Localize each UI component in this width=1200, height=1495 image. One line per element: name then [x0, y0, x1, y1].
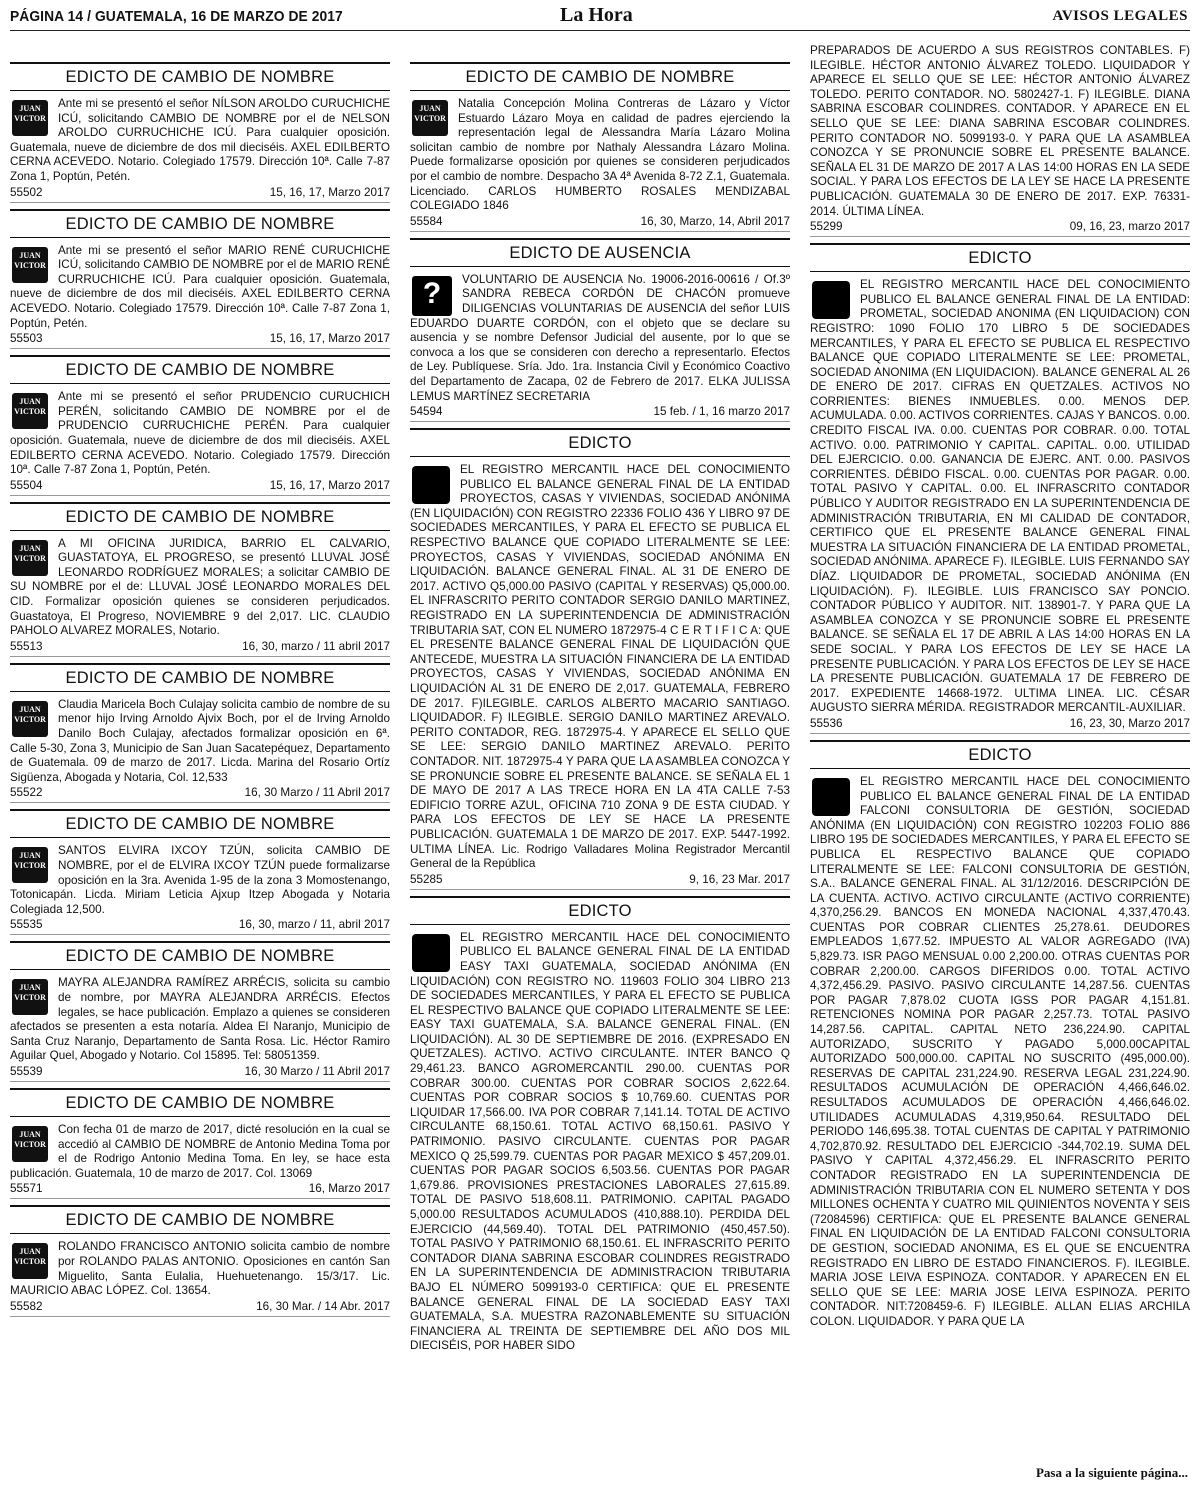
- seal-text: VICTOR: [14, 714, 46, 724]
- lawyer-seal-icon: [12, 393, 48, 429]
- notice-code: 55502: [10, 185, 43, 199]
- notice-code: 55584: [410, 214, 443, 228]
- notice-title: EDICTO DE CAMBIO DE NOMBRE: [10, 62, 390, 91]
- notice-footer: [10, 786, 390, 803]
- registry-seal-icon: [812, 778, 850, 816]
- notice-title: EDICTO DE CAMBIO DE NOMBRE: [410, 62, 790, 91]
- column-2: [410, 62, 790, 1360]
- notice-title: EDICTO: [810, 243, 1190, 272]
- notice-title: EDICTO DE CAMBIO DE NOMBRE: [10, 809, 390, 838]
- seal-text: VICTOR: [414, 114, 446, 123]
- seal-text: VICTOR: [14, 260, 46, 270]
- legal-notice: [10, 941, 390, 1082]
- lawyer-seal-icon: [12, 540, 48, 576]
- notice-title: EDICTO: [410, 896, 790, 925]
- notice-body: [10, 844, 390, 917]
- lawyer-seal-icon: [12, 247, 48, 283]
- notice-dates: 16, 30 Marzo / 11 Abril 2017: [244, 786, 390, 800]
- notice-body: [10, 1123, 390, 1181]
- seal-text: JUAN: [19, 250, 41, 260]
- newspaper-logo: La Hora: [560, 4, 633, 26]
- seal-text: VICTOR: [14, 114, 46, 123]
- notice-text: EL REGISTRO MERCANTIL HACE DEL CONOCIMIENTO PUBLICO EL BALANCE GENERAL FINAL DE LA ENTIDAD PROYECTOS, CASAS Y VIVIENDAS, SOCIEDAD ANÓNIMA (EN LIQUIDACIÓN) CON REGISTRO 22336 FOLIO 436 Y LIBRO 97 DE SOCIEDADES MERCANTILES, Y PARA EL EFECTO SE PUBLICA EL RESPECTIVO BALANCE QUE COPIADO LITERALMENTE SE LEE: PROYECTOS, CASAS Y VIVIENDAS, SOCIEDAD ANÓNIMA EN LIQUIDACIÓN. BALANCE GENERAL FINAL. AL 31 DE ENERO DE 2017. ACTIVO Q5,000.00 PASIVO (CAPITAL Y RESERVAS) Q5,000.00. EL INFRASCRITO PERITO CONTADOR SERGIO DANILO MARTINEZ, REGISTRADO EN LA SUPERINTENDENCIA DE ADMINISTRACIÓN TRIBUTARIA SAT, CON EL NUMERO 1872975-4 C E R T I F I C A: QUE EL PRESENTE BALANCE GENERAL FINAL DE LIQUIDACIÓN QUE ANTECEDE, MUESTRA LA SITUACIÓN FINANCIERA DE LA ENTIDAD PROYECTOS, CASAS Y VIVIENDAS, SOCIEDAD ANÓNIMA EN LIQUIDACIÓN AL 31 DE ENERO DE 2,017. GUATEMALA, FEBRERO DE 2017. F)ILEGIBLE. CARLOS ALBERTO MACARIO SANTIAGO. LIQUIDADOR. F) ILEGIBLE. SERGIO DANILO MARTINEZ AREVALO. PERITO CONTADOR, REG. 1872975-4. Y APARECE EL SELLO QUE SE LEE: SERGIO DANILO MARTINEZ AREVALO. PERITO CONTADOR. NIT. 1872975-4 Y PARA QUE LA ASAMBLEA CONOZCA Y SE PRONUNCIE SOBRE EL PRESENTE BALANCE. SE SEÑALA EL 1 DE MAYO DE 2017 A LAS TRECE HORA EN LA 4TA CALLE 7-53 EDIFICIO TORRE AZUL, OFICINA 710 ZONA 9 DE ESTA CIUDAD. Y PARA LOS EFECTOS DE LEY SE HACE LA PRESENTE PUBLICACIÓN. GUATEMALA 1 DE MARZO DE 2017. EXP. 5447-1992. ULTIMA LÍNEA. Lic. Rodrigo Valladares Molina Registrador Mercantil General de la República: [410, 463, 790, 871]
- notice-dates: 16, 30, marzo / 11 abril 2017: [242, 639, 390, 653]
- notice-text: Ante mi se presentó el señor NÍLSON AROLDO CURUCHICHE ICÚ, solicitando CAMBIO DE NOMBRE por el de NELSON AROLDO CURRUCHICHE ICÚ. Para cualquier oposición. Guatemala, nueve de diciembre de dos mil dieciséis. AXEL EDILBERTO CERNA ACEVEDO. Notario. Colegiado 17579. Dirección 10ª. Calle 7-87 Zona 1, Poptún, Petén.: [10, 97, 390, 183]
- notice-body: [10, 976, 390, 1064]
- notice-text: MAYRA ALEJANDRA RAMÍREZ ARRÉCIS, solicita su cambio de nombre, por MAYRA ALEJANDRA ARRÉCIS. Efectos legales, se hace publicación. Emplazo a quienes se consideren afectados se presenten a esta notaría. Aldea El Naranjo, Municipio de Santa Cruz Naranjo, Departamento de Santa Rosa. Lic. Héctor Ramiro Aguilar Quel, Abogado y Notario. Col 15895. Tel: 58051359.: [10, 976, 390, 1063]
- notice-text: Claudia Maricela Boch Culajay solicita cambio de nombre de su menor hijo Irving Arnoldo Ajvix Boch, por el de Irving Arnoldo Danilo Boch Culajay, afectados formalizar oposición en 6ª. Calle 5-30, Zona 3, Municipio de San Juan Sacatepéquez, Departamento de Guatemala. 09 de marzo de 2017. Licda. Marina del Rosario Ortíz Sigüenza, Abogada y Notaria, Col. 12,533: [10, 697, 390, 784]
- notice-text: SANTOS ELVIRA IXCOY TZÚN, solicita CAMBIO DE NOMBRE, por el de ELVIRA IXCOY TZÚN puede formalizarse oposición en la 3ra. Avenida 1-95 de la zona 3 Momostenango, Totonicapán. Licda. Miriam Leticia Ajxup Itzep Abogada y Notaria Colegiada 12,500.: [10, 844, 390, 916]
- legal-notice: [10, 355, 390, 496]
- seal-text: JUAN: [19, 704, 41, 714]
- seal-text: JUAN: [19, 851, 41, 861]
- notice-text: Con fecha 01 de marzo de 2017, dicté resolución en la cual se accedió al CAMBIO DE NOMBRE de Antonio Medina Toma por el de Rodrigo Antonio Medina Toma. En ley, se hace esta publicación. Guatemala, 10 de marzo de 2017. Col. 13069: [10, 1122, 390, 1180]
- notice-code: 55285: [410, 872, 443, 886]
- notice-dates: 16, 30 Mar. / 14 Abr. 2017: [256, 1299, 390, 1313]
- seal-text: JUAN: [419, 104, 441, 113]
- continued-notice: [810, 44, 1190, 237]
- legal-notice: [10, 502, 390, 657]
- legal-notice: [10, 62, 390, 203]
- notice-footer: [10, 918, 390, 935]
- notice-dates: 16, 30, Marzo, 14, Abril 2017: [640, 214, 790, 228]
- notice-footer: [10, 332, 390, 349]
- header-rule: [10, 30, 1190, 31]
- notice-dates: 15 feb. / 1, 16 marzo 2017: [653, 405, 790, 419]
- notice-text: EL REGISTRO MERCANTIL HACE DEL CONOCIMIENTO PUBLICO EL BALANCE GENERAL FINAL DE LA ENTIDAD FALCONI CONSULTORIA DE GESTIÓN, SOCIEDAD ANÓNIMA (EN LIQUIDACIÓN) CON REGISTRO 102203 FOLIO 886 LIBRO 195 DE SOCIEDADES MERCANTILES, Y PARA EL EFECTO SE PUBLICA EL RESPECTIVO BALANCE QUE COPIADO LITERALMENTE SE LEE: FALCONI CONSULTORIA DE GESTIÓN, S.A.. BALANCE GENERAL FINAL. AL 31/12/2016. DESCRIPCIÓN DE LA CUENTA. ACTIVO. ACTIVO CIRCULANTE (ACTIVO CORRIENTE) 4,370,256.29. BANCOS EN MONEDA NACIONAL 4,337,470.43. CUENTAS POR COBRAR CLIENTES 25,278.61. DEUDORES EMPLEADOS 1,677.52. IMPUESTO AL VALOR AGREGADO (IVA) 5,829.73. ISR PAGO MENSUAL 0.00 2,200.00. OTRAS CUENTAS POR COBRAR 2,200.00. CARGOS DIFERIDOS 0.00. TOTAL ACTIVO 4,372,456.29. PASIVO. PASIVO CIRCULANTE 14,287.56. CUENTAS POR PAGAR 7,878.02 CUOTA IGSS POR PAGAR 4,151.81. RETENCIONES NOMINA POR PAGAR 2,257.73. TOTAL PASIVO 14,287.56. CAPITAL. CAPITAL NETO 236,224.90. CAPITAL AUTORIZADO, SUSCRITO Y PAGADO 5,000.00CAPITAL AUTORIZADO 500,000.00. CAPITAL NO SUSCRITO (495,000.00). RESERVAS DE CAPITAL 231,224.90. RESERVA LEGAL 231,224.90. RESULTADOS ACUMULACIÓN DE OPERACIÓN 4,466,646.02. RESULTADOS ACUMULADOS DE OPERACIÓN 4,466,646.02. UTILIDADES ACUMULADAS 4,319,950.64. RESULTADO DEL PERIODO 146,695.38. TOTAL CUENTAS DE CAPITAL Y PATRIMONIO 4,702,870.92. RESULTADO DEL EJERCICIO -344,702.19. SUMA DEL PASIVO Y CAPITAL 4,372,456.29. EL INFRASCRITO PERITO CONTADOR REGISTRADO EN LA SUPERINTENDENCIA DE ADMINISTRACIÓN TRIBUTARIA CON EL NUMERO SETENTA Y DOS MILLONES OCHENTA Y CUATRO MIL QUINIENTOS NOVENTA Y SEIS (72084596) CERTIFICA: QUE EL PRESENTE BALANCE GENERAL FINAL EN LIQUIDACIÓN DE LA ENTIDAD FALCONI CONSULTORIA DE GESTION, SOCIEDAD ANONIMA, ES EL QUE SE ENCUENTRA REGISTRADO EN LIBRO DE ESTADO FINANCIEROS. F). ILEGIBLE. MARIA JOSE LEIVA ESPINOZA. CONTADOR. Y APARECEN EN EL SELLO QUE SE LEE: MARIA JOSE LEIVA ESPINOZA. PERITO CONTADOR. NIT:7208459-6. F) ILEGIBLE. ALLAN ELIAS ARCHILA COLON. LIQUIDADOR. Y PARA QUE LA: [810, 774, 1190, 1328]
- seal-text: VICTOR: [14, 1257, 46, 1267]
- lawyer-seal-icon: [12, 100, 48, 136]
- notice-text: VOLUNTARIO DE AUSENCIA No. 19006-2016-00616 / Of.3º SANDRA REBECA CORDÓN DE CHACÓN promueve DILIGENCIAS VOLUNTARIAS DE AUSENCIA del señor LUIS EDUARDO DUARTE CORDÓN, con el objeto que se declare su ausencia y se nombre Defensor Judicial del ausente, por lo que se convoca a los que se consideren con derecho a representarlo. Efectos de Ley. Publíquese. Sría. Jdo. 1ra. Instancia Civil y Económico Coactivo del Departamento de Zacapa, 02 de Febrero de 2017. ELKA JULISSA LEMUS MARTÍNEZ SECRETARIA: [410, 272, 790, 403]
- registry-seal-icon: [412, 934, 450, 972]
- notice-footer: [410, 405, 790, 422]
- lawyer-seal-icon: [12, 1243, 48, 1279]
- notice-body: [410, 463, 790, 872]
- legal-notice: [410, 896, 790, 1354]
- legal-notice: [10, 663, 390, 804]
- notice-footer: [10, 1300, 390, 1317]
- notice-dates: 9, 16, 23 Mar. 2017: [689, 872, 790, 886]
- notice-dates: 16, 30, marzo / 11, abril 2017: [238, 918, 390, 932]
- registry-seal-icon: [812, 281, 850, 319]
- notice-text: Ante mi se presentó el señor PRUDENCIO CURUCHICH PERÉN, solicitando CAMBIO DE NOMBRE por el de PRUDENCIO CURRUCHICHE PERÉN. Para cualquier oposición. Guatemala, nueve de diciembre de dos mil dieciséis. AXEL EDILBERTO CERNA ACEVEDO. Notario. Colegiado 17579. Dirección 10ª. Calle 7-87 Zona 1, Poptún, Petén.: [10, 390, 390, 477]
- section-name: AVISOS LEGALES: [1052, 8, 1188, 24]
- seal-text: JUAN: [19, 1247, 41, 1257]
- notice-code: 55503: [10, 332, 43, 346]
- notice-title: EDICTO: [810, 740, 1190, 769]
- legal-notice: [810, 740, 1190, 1330]
- notice-footer: [10, 1065, 390, 1082]
- notice-footer: [410, 873, 790, 890]
- legal-notice: [810, 243, 1190, 734]
- notice-dates: 16, 30 Marzo / 11 Abril 2017: [244, 1064, 390, 1078]
- notice-title: EDICTO: [410, 428, 790, 457]
- page-info: PÁGINA 14 / GUATEMALA, 16 DE MARZO DE 2017: [10, 8, 343, 25]
- lawyer-seal-icon: [412, 100, 448, 136]
- seal-text: JUAN: [19, 543, 41, 553]
- notice-body: [10, 244, 390, 332]
- notice-title: EDICTO DE CAMBIO DE NOMBRE: [10, 209, 390, 238]
- notice-text: ROLANDO FRANCISCO ANTONIO solicita cambio de nombre por ROLANDO PALAS ANTONIO. Oposiciones en cantón San Miguelito, Santa Eulalia, Huehuetenango. 15/3/17. Lic. MAURICIO ABAC LÓPEZ. Col. 13654.: [10, 1240, 390, 1298]
- notice-dates: 16, Marzo 2017: [308, 1182, 390, 1196]
- notice-text: EL REGISTRO MERCANTIL HACE DEL CONOCIMIENTO PUBLICO EL BALANCE GENERAL FINAL DE LA ENTIDAD EASY TAXI GUATEMALA, SOCIEDAD ANÓNIMA (EN LIQUIDACIÓN) CON REGISTRO NO. 119603 FOLIO 304 LIBRO 213 DE SOCIEDADES MERCANTILES, Y PARA EL EFECTO SE PUBLICA EL RESPECTIVO BALANCE QUE COPIADO LITERALMENTE SE LEE: EASY TAXI GUATEMALA, S.A. BALANCE GENERAL FINAL. (EN LIQUIDACIÓN). AL 30 DE SEPTIEMBRE DE 2016. (EXPRESADO EN QUETZALES). ACTIVO. ACTIVO CIRCULANTE. INTER BANCO Q 29,461.23. BANCO AGROMERCANTIL 290.00. CUENTAS POR COBRAR 300.00. CUENTAS POR COBRAR SOCIOS 2,622.64. CUENTAS POR COBRAR SOCIOS $ 10,769.60. CUENTAS POR LIQUIDAR 17,566.00. IVA POR COBRAR 7,141.14. TOTAL DE ACTIVO CIRCULANTE 68,150.61. TOTAL ACTIVO 68,150.61. PASIVO Y PATRIMONIO. PASIVO CIRCULANTE. CUENTAS POR PAGAR MEXICO Q 25,599.79. CUENTAS POR PAGAR MEXICO $ 457,209.01. CUENTAS POR PAGAR SOCIOS 6,503.56. CUENTAS POR PAGAR 1,679.86. PROVISIONES PRESTACIONES LABORALES 27,615.89. TOTAL DE PASIVO 518,608.11. PATRIMONIO. CAPITAL PAGADO 5,000.00 RESULTADOS ACUMULADOS (410,888.10). PERDIDA DEL EJERCICIO (44,569.40). TOTAL DEL PATRIMONIO (450,457.50). TOTAL PASIVO Y PATRIMONIO 68,150.61. EL INFRASCRITO PERITO CONTADOR DIANA SABRINA ESCOBAR COLINDRES REGISTRADO EN LA SUPERINTENDENCIA DE ADMINISTRACION TRIBUTARIA BAJO EL NÚMERO 5099193-0 CERTIFICA: QUE EL PRESENTE BALANCE GENERAL FINAL DE LA SOCIEDAD EASY TAXI GUATEMALA, S.A. MUESTRA RAZONABLEMENTE SU SITUACIÓN FINANCIERA AL TREINTA DE SEPTIEMBRE DEL AÑO DOS MIL DIECISÉIS, POR HABER SIDO: [410, 930, 790, 1353]
- page-header: [0, 0, 1200, 32]
- registry-seal-icon: [412, 466, 450, 504]
- notice-code: 55535: [10, 918, 43, 932]
- seal-text: JUAN: [19, 397, 41, 407]
- legal-notice: [410, 428, 790, 890]
- legal-notice: [410, 238, 790, 422]
- notice-body: [410, 97, 790, 214]
- notice-title: EDICTO DE CAMBIO DE NOMBRE: [10, 1205, 390, 1234]
- notice-body: [10, 390, 390, 478]
- notice-code: 55299: [810, 220, 843, 234]
- notice-body: [10, 97, 390, 185]
- notice-title: EDICTO DE CAMBIO DE NOMBRE: [10, 663, 390, 692]
- notice-dates: 09, 16, 23, marzo 2017: [1069, 220, 1190, 234]
- notice-body: [810, 278, 1190, 716]
- notice-footer: [810, 717, 1190, 734]
- notice-footer: [10, 640, 390, 657]
- notice-body: PREPARADOS DE ACUERDO A SUS REGISTROS CONTABLES. F) ILEGIBLE. HÉCTOR ANTONIO ÁLVAREZ TOLEDO. LIQUIDADOR Y APARECE EL SELLO QUE SE LEE: HÉCTOR ANTONIO ÁLVAREZ TOLEDO. PERITO CONTADOR. NO. 5802427-1. F) ILEGIBLE. DIANA SABRINA ESCOBAR COLINDRES. CONTADOR. Y APARECE EN EL SELLO QUE SE LEE: DIANA SABRINA ESCOBAR COLINDRES. PERITO CONTADOR NO. 5099193-0. Y PARA QUE LA ASAMBLEA CONOZCA Y SE PRONUNCIE SOBRE EL PRESENTE BALANCE. SEÑALA EL 31 DE MARZO DE 2017 A LAS 14:00 HORAS EN LA SEDE SOCIAL. Y PARA LOS EFECTOS DE LA LEY SE HACE LA PRESENTE PUBLICACIÓN. GUATEMALA 30 DE ENERO DE 2017. EXP. 76331-2014. ÚLTIMA LÍNEA.: [810, 44, 1190, 218]
- notice-body: [10, 698, 390, 786]
- notice-code: 55504: [10, 478, 43, 492]
- seal-text: VICTOR: [14, 861, 46, 871]
- seal-text: JUAN: [19, 1129, 41, 1139]
- notice-dates: 15, 16, 17, Marzo 2017: [269, 332, 390, 346]
- notice-code: 55582: [10, 1299, 43, 1313]
- notice-dates: 15, 16, 17, Marzo 2017: [269, 478, 390, 492]
- legal-notice: [10, 1205, 390, 1316]
- lawyer-seal-icon: [12, 979, 48, 1015]
- legal-notice: [10, 209, 390, 350]
- notice-code: 55522: [10, 786, 43, 800]
- seal-text: JUAN: [19, 983, 41, 993]
- notice-body: [10, 1240, 390, 1298]
- column-1: [10, 62, 390, 1323]
- notice-body: [10, 537, 390, 639]
- notice-footer: [10, 186, 390, 203]
- notice-code: 55513: [10, 639, 43, 653]
- notice-title: EDICTO DE CAMBIO DE NOMBRE: [10, 1088, 390, 1117]
- continue-label: Pasa a la siguiente página...: [1035, 1465, 1188, 1480]
- notice-body: [410, 931, 790, 1354]
- notice-dates: 15, 16, 17, Marzo 2017: [269, 185, 390, 199]
- notice-dates: 16, 23, 30, Marzo 2017: [1069, 716, 1190, 730]
- lawyer-seal-icon: [12, 847, 48, 883]
- notice-footer: [10, 1182, 390, 1199]
- question-mark-icon: ?: [412, 276, 452, 316]
- notice-title: EDICTO DE CAMBIO DE NOMBRE: [10, 355, 390, 384]
- seal-text: VICTOR: [14, 993, 46, 1003]
- seal-text: VICTOR: [14, 407, 46, 417]
- seal-text: VICTOR: [14, 553, 46, 563]
- lawyer-seal-icon: [12, 1126, 48, 1162]
- notice-text: Natalia Concepción Molina Contreras de Lázaro y Víctor Estuardo Lázaro Moya en calidad de padres ejerciendo la representación legal de Alessandra María Lázaro Molina solicitan cambio de nombre por Nathaly Alessandra Lázaro Molina. Puede formalizarse oposición por quienes se consideren perjudicados por el cambio de nombre. Despacho 3A 4ª Avenida 8-72 Z.1, Guatemala. Licenciado. CARLOS HUMBERTO ROSALES MENDIZABAL COLEGIADO 1846: [410, 97, 790, 213]
- legal-notice: [10, 1088, 390, 1199]
- notice-footer: [410, 215, 790, 232]
- notice-footer: [810, 220, 1190, 237]
- notice-body: [410, 273, 790, 404]
- notice-text: EL REGISTRO MERCANTIL HACE DEL CONOCIMIENTO PUBLICO EL BALANCE GENERAL FINAL DE LA ENTIDAD: PROMETAL, SOCIEDAD ANONIMA (EN LIQUIDACION) CON REGISTRO: 1090 FOLIO 170 LIBRO 5 DE SOCIEDADES MERCANTILES, Y PARA EL EFECTO SE PUBLICA EL RESPECTIVO BALANCE QUE COPIADO LITERALMENTE SE LEE: PROMETAL, SOCIEDAD ANONIMA (EN LIQUIDACION). BALANCE GENERAL AL 26 DE ENERO DE 2017. CIFRAS EN QUETZALES. ACTIVOS NO CORRIENTES: BIENES INMUEBLES. 0.00. MENOS DEP. ACUMULADA. 0.00. ACTIVOS CORRIENTES. CAJAS Y BANCOS. 0.00. CREDITO FISCAL IVA. 0.00. CUENTAS POR COBRAR. 0.00. TOTAL ACTIVO. 0.00. PATRIMONIO Y CAPITAL. CAPITAL. 0.00. UTILIDAD DEL EJERCICIO. 0.00. GANANCIA DE EJERC. ANT. 0.00. PASIVOS CORRIENTES. DÉBIDO FISCAL. 0.00. CUENTAS POR PAGAR. 0.00. TOTAL PASIVO Y CAPITAL. 0.00. EL INFRASCRITO CONTADOR PÚBLICO Y AUDITOR REGISTRADO EN LA SUPERINTENDENCIA DE ADMINISTRACIÓN TRIBUTARIA, EN MI CALIDAD DE CONTADOR, CERTIFICO QUE EL PRESENTE BALANCE GENERAL FINAL MUESTRA LA SITUACIÓN FINANCIERA DE LA ENTIDAD PROMETAL, SOCIEDAD ANÓNIMA. APARECE F). ILEGIBLE. LUIS FERNANDO SAY DÍAZ. LIQUIDADOR DE PROMETAL, SOCIEDAD ANÓNIMA (EN LIQUIDACIÓN). F). ILEGIBLE. LUIS FRANCISCO SAY PONCIO. CONTADOR PÚBLICO Y AUDITOR. NIT. 138901-7. Y PARA QUE LA ASAMBLEA CONOZCA Y SE PRONUNCIE SOBRE EL PRESENTE BALANCE. SE SEÑALA EL 17 DE ABRIL A LAS 14:00 HORAS EN LA SEDE SOCIAL. Y PARA LOS EFECTOS DE LEY SE HACE LA PRESENTE PUBLICACIÓN. Y PARA LOS EFECTOS DE LEY SE HACE LA PRESENTE PUBLICACIÓN. GUATEMALA 17 DE FEBRERO DE 2017. EXPEDIENTE 14668-1972. ULTIMA LINEA. LIC. CÉSAR AUGUSTO SIERRA MÉRIDA. REGISTRADOR MERCANTIL-AUXILIAR.: [810, 278, 1190, 715]
- notice-title: EDICTO DE AUSENCIA: [410, 238, 790, 267]
- column-3: [810, 44, 1190, 1336]
- notice-code: 55539: [10, 1064, 43, 1078]
- notice-text: Ante mi se presentó el señor MARIO RENÉ CURUCHICHE ICÚ, solicitando CAMBIO DE NOMBRE por el de MARIO RENÉ CURRUCHICHE ICÚ. Para cualquier oposición. Guatemala, nueve de diciembre de dos mil dieciséis. AXEL EDILBERTO CERNA ACEVEDO. Notario. Colegiado 17579. Dirección 10ª. Calle 7-87 Zona 1, Poptún, Petén.: [10, 243, 390, 330]
- notice-code: 55571: [10, 1182, 43, 1196]
- notice-code: 55536: [810, 716, 843, 730]
- notice-footer: [10, 479, 390, 496]
- seal-text: VICTOR: [14, 1139, 46, 1149]
- lawyer-seal-icon: [12, 701, 48, 737]
- notice-title: EDICTO DE CAMBIO DE NOMBRE: [10, 502, 390, 531]
- notice-body: [810, 775, 1190, 1330]
- notice-title: EDICTO DE CAMBIO DE NOMBRE: [10, 941, 390, 970]
- seal-text: JUAN: [19, 104, 41, 113]
- legal-notice: [10, 809, 390, 935]
- notice-code: 54594: [410, 405, 443, 419]
- legal-notice: [410, 62, 790, 232]
- notice-text: A MI OFICINA JURIDICA, BARRIO EL CALVARIO, GUASTATOYA, EL PROGRESO, se presentó LLUVAL JOSÉ LEONARDO RODRÍGUEZ MORALES; a solicitar CAMBIO DE SU NOMBRE por el de: LLUVAL JOSÉ LEONARDO MORALES DEL CID. Formalizar oposición quienes se consideren perjudicados. Guastatoya, El Progreso, NOVIEMBRE 9 del 2,017. LIC. CLAUDIO PAHOLO ALVAREZ MORALES, Notario.: [10, 536, 390, 638]
